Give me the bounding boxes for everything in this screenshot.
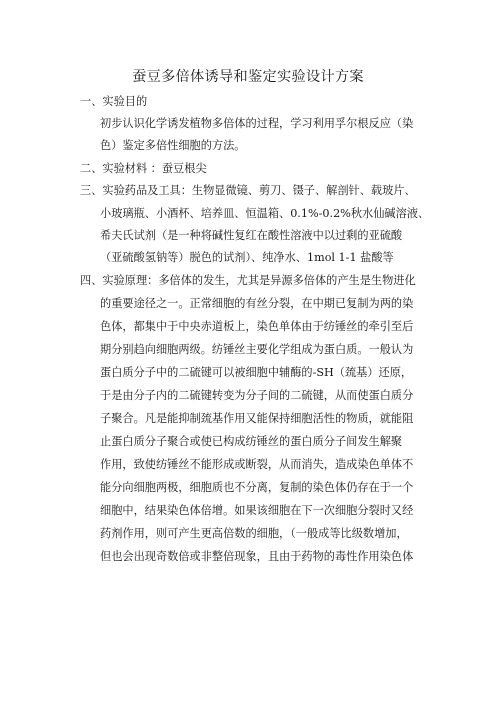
section-4-line-10: 细胞中，结果染色体倍增。如果该细胞在下一次细胞分裂时又经: [100, 504, 414, 517]
section-1-line-2: 色）鉴定多倍性细胞的方法。: [100, 139, 246, 152]
section-4-line-7: 止蛋白质分子聚合或使已构成纺锤丝的蛋白质分子间发生解聚: [100, 435, 403, 448]
document-title: 蚕豆多倍体诱导和鉴定实验设计方案: [132, 69, 364, 85]
section-heading-1: 一、实验目的: [80, 95, 148, 108]
section-heading-2: 二、实验材料 ：蚕豆根尖: [80, 162, 207, 175]
section-heading-4: 四、实验原理：多倍体的发生，尤其是异源多倍体的产生是生物进化: [80, 274, 416, 287]
section-3-line-3: （亚硫酸氢钠等）脱色的试剂）、纯净水、1mol 1-1 盐酸等: [100, 251, 394, 264]
section-4-line-8: 作用，致使纺锤丝不能形成或断裂，从而消失，造成染色单体不: [100, 458, 414, 471]
section-4-line-1: 的重要途径之一。正常细胞的有丝分裂，在中期已复制为两的染: [100, 297, 414, 310]
section-4-line-4: 蛋白质分子中的二硫键可以被细胞中辅酶的-SH（巯基）还原，: [100, 366, 413, 379]
section-4-line-11: 药剂作用，则可产生更高倍数的细胞，（一般成等比级数增加，: [100, 527, 408, 540]
section-4-line-5: 于是由分子内的二硫键转变为分子间的二硫键，从而使蛋白质分: [100, 389, 414, 402]
section-4-line-2: 色体，都集中于中央赤道板上，染色单体由于纺锤丝的牵引至后: [100, 320, 414, 333]
section-1-line-1: 初步认识化学诱发植物多倍体的过程，学习利用孚尔根反应（染: [100, 117, 414, 130]
section-3-line-2: 希夫氏试剂（是一种将碱性复红在酸性溶液中以过剩的亚硫酸: [100, 229, 403, 242]
section-4-line-9: 能分向细胞两极，细胞质也不分离，复制的染色体仍存在于一个: [100, 481, 414, 494]
section-heading-3: 三、实验药品及工具：生物显微镜、剪刀、镊子、解剖针、载玻片、: [80, 184, 416, 197]
section-4-line-6: 子聚合。凡是能抑制巯基作用又能保持细胞活性的物质，就能阻: [100, 412, 414, 425]
section-3-line-1: 小玻璃瓶、小酒杯、培养皿、恒温箱、0.1%-0.2%秋水仙碱溶液、: [100, 207, 430, 220]
section-4-line-3: 期分别趋向细胞两级。纺锤丝主要化学组成为蛋白质。一般认为: [100, 343, 414, 356]
section-4-line-12: 但也会出现奇数倍或非整倍现象，且由于药物的毒性作用染色体: [100, 550, 414, 563]
